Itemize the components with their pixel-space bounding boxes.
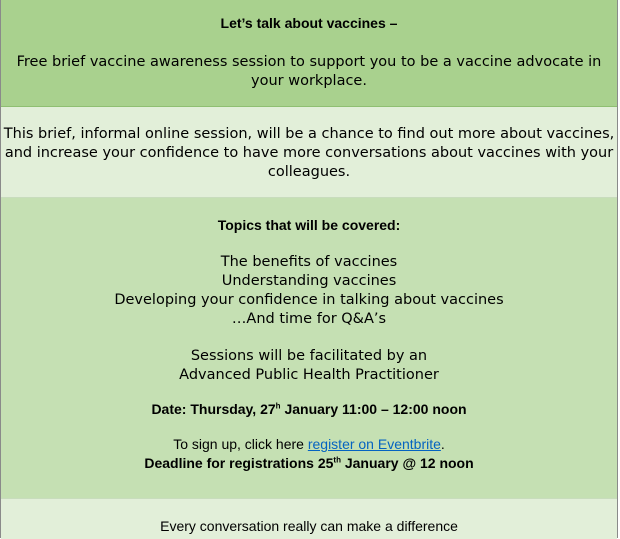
description-line-1: This brief, informal online session, will be a chance to find out more about vaccines, [3,126,615,142]
footer-section [1,498,617,539]
intro-line-2: your workplace. [251,73,367,89]
topics-heading: Topics that will be covered: [217,217,401,233]
title: Let’s talk about vaccines – [220,15,398,31]
header-section [1,0,617,107]
facilitator-line-2: Advanced Public Health Practitioner [179,367,439,383]
facilitator-line-1: Sessions will be facilitated by an [190,348,428,364]
description-line-3: colleagues. [267,164,351,180]
footer-text: Every conversation really can make a difference [160,518,458,534]
topic-item: Developing your confidence in talking about vaccines [114,292,504,308]
topic-item: …And time for Q&A’s [231,311,387,327]
session-date: Date: Thursday, 27$^h$ January 11:00 – 12:00 noon [151,401,467,417]
details-section [1,198,617,498]
registration-deadline: Deadline for registrations 25th January @ 12 noon [144,455,474,471]
topic-item: Understanding vaccines [221,273,397,289]
intro-line-1: Free brief vaccine awareness session to support you to be a vaccine advocate in [16,54,602,70]
description-section [1,107,617,198]
signup-line: To sign up, click here register on Eventbrite. [173,436,445,452]
description-line-2: and increase your confidence to have more conversations about vaccines with your [4,145,614,161]
eventbrite-register-link[interactable]: register on Eventbrite [307,436,441,452]
topic-item: The benefits of vaccines [220,254,398,270]
